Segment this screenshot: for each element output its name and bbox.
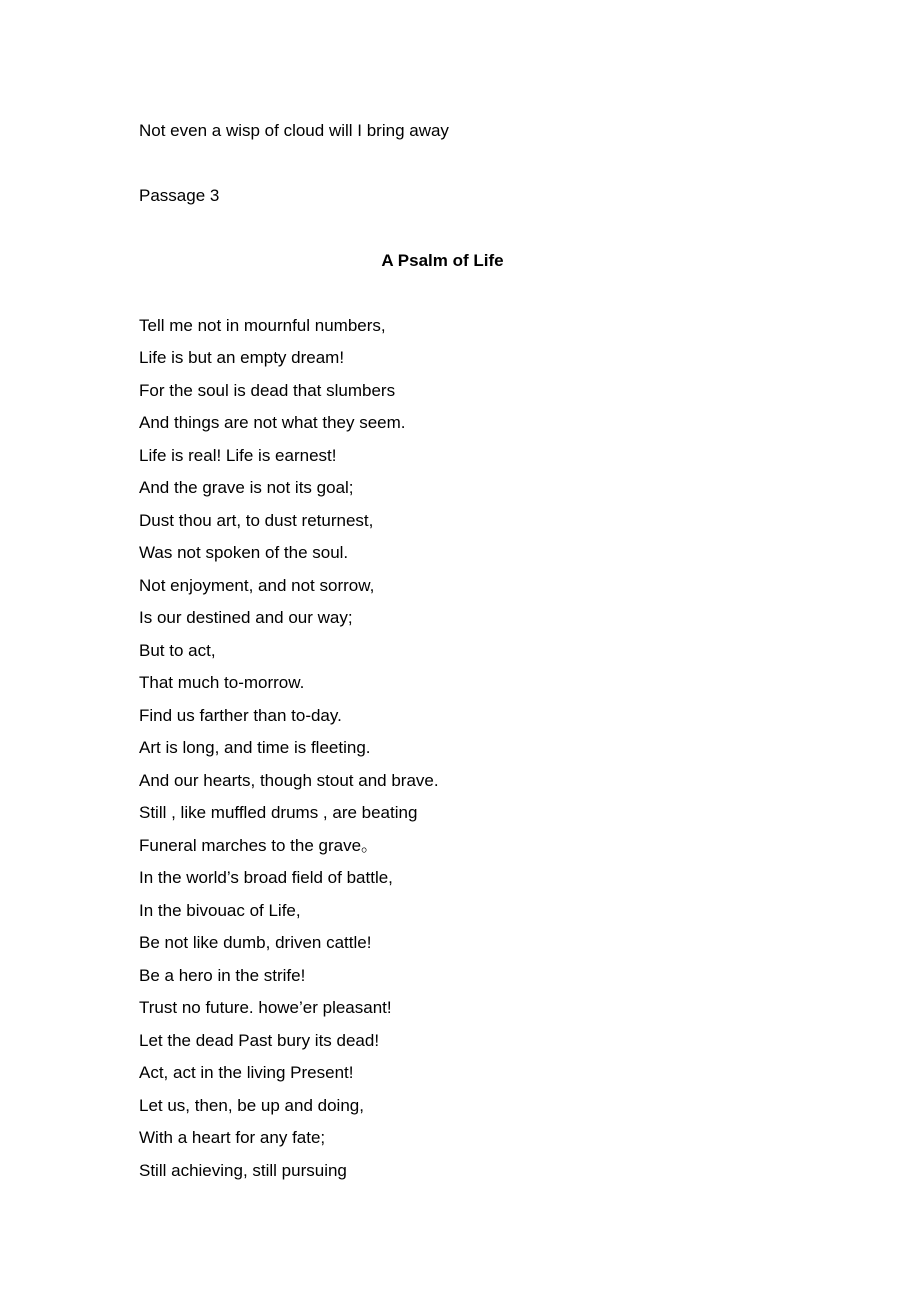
poem-line: Life is but an empty dream! (139, 348, 345, 367)
poem-line: Be a hero in the strife! (139, 966, 306, 985)
poem-line: And our hearts, though stout and brave. (139, 771, 439, 790)
poem-line: Not enjoyment, and not sorrow, (139, 576, 375, 595)
poem-title: A Psalm of Life (381, 251, 504, 270)
intro-line: Not even a wisp of cloud will I bring away (139, 121, 449, 140)
poem-line: Tell me not in mournful numbers, (139, 316, 386, 335)
poem-line: Let us, then, be up and doing, (139, 1096, 364, 1115)
poem-line: For the soul is dead that slumbers (139, 381, 396, 400)
poem-line: Find us farther than to-day. (139, 706, 342, 725)
poem-line: Life is real! Life is earnest! (139, 446, 337, 465)
poem-line: Still , like muffled drums , are beating (139, 803, 418, 822)
poem-line: In the bivouac of Life, (139, 901, 301, 920)
poem-line: Dust thou art, to dust returnest, (139, 511, 374, 530)
poem-line: Act, act in the living Present! (139, 1063, 354, 1082)
poem-line: With a heart for any fate; (139, 1128, 326, 1147)
poem-line: Trust no future. howe’er pleasant! (139, 998, 392, 1017)
poem-line: Let the dead Past bury its dead! (139, 1031, 380, 1050)
poem-line: Be not like dumb, driven cattle! (139, 933, 372, 952)
poem-line: That much to-morrow. (139, 673, 305, 692)
poem-line: Is our destined and our way; (139, 608, 353, 627)
poem-line: Still achieving, still pursuing (139, 1161, 347, 1180)
poem-line: In the world’s broad field of battle, (139, 868, 393, 887)
poem-line: But to act, (139, 641, 216, 660)
poem-line: And things are not what they seem. (139, 413, 406, 432)
passage-label: Passage 3 (139, 186, 220, 205)
poem-line: Funeral marches to the grave。 (139, 836, 379, 855)
poem-line: And the grave is not its goal; (139, 478, 354, 497)
poem-line: Art is long, and time is fleeting. (139, 738, 371, 757)
poem-line: Was not spoken of the soul. (139, 543, 349, 562)
